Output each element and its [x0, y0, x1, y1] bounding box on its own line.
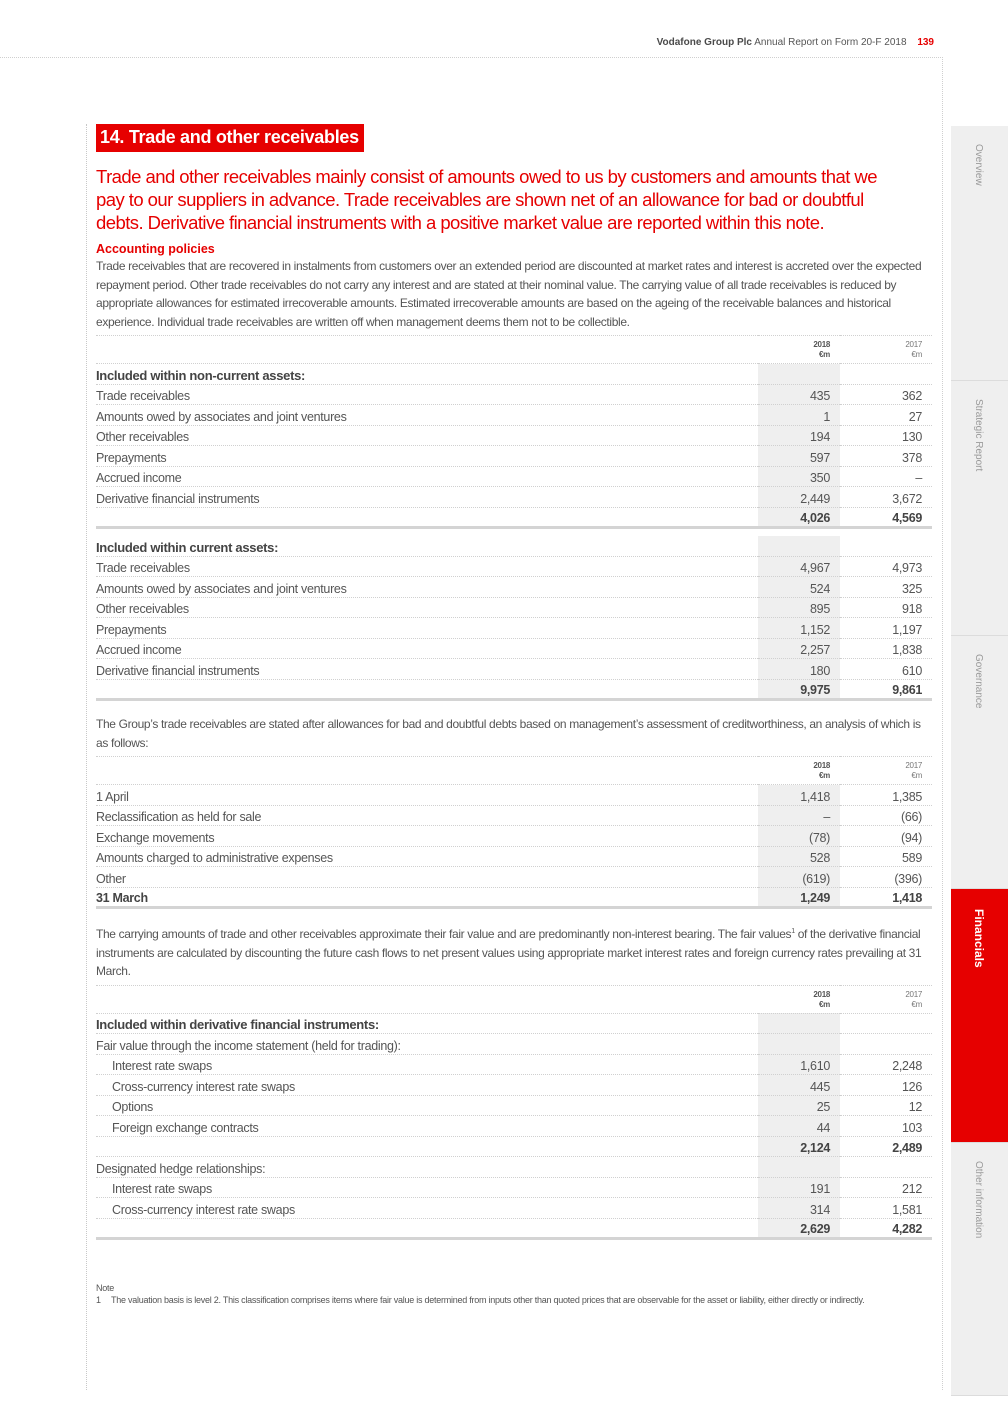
report-title: Annual Report on Form 20-F 2018 [754, 37, 907, 48]
column-header-2018: 2018 €m [758, 985, 840, 1013]
footnote [96, 1294, 926, 1306]
table-section-heading: Included within non-current assets: [96, 364, 932, 385]
table-total-row: 2,629 4,282 [96, 1218, 932, 1239]
column-header-2017: 2017 €m [840, 985, 932, 1013]
table-row: Cross-currency interest rate swaps 445 126 [96, 1075, 932, 1096]
table-row: Exchange movements (78) (94) [96, 826, 932, 847]
footnotes [96, 1282, 926, 1306]
table-total-row: 31 March 1,249 1,418 [96, 887, 932, 908]
table-row: Amounts owed by associates and joint ventures 524 325 [96, 577, 932, 598]
accounting-policies-text: Trade receivables that are recovered in instalments from customers over an extended period are discounted at market rates and interest is accreted over the expected repayment period. Other trade receivables do not carry any interest and are stated at their nominal value. The carrying value of all trade receivables is reduced by appropriate allowances for estimated irrecoverable amounts. Estimated irrecoverable amounts are based on the ageing of the receivable balances and historical experience. Individual trade receivables are written off when management deems them not to be collectible. [96, 259, 922, 329]
accounting-policies-heading: Accounting policies [96, 242, 215, 256]
tab-label: Other information [973, 1161, 984, 1239]
table-row: Interest rate swaps 191 212 [96, 1177, 932, 1198]
footnote-number: 1 [96, 1295, 101, 1305]
table-row: Derivative financial instruments 180 610 [96, 659, 932, 680]
table-section-heading: Included within derivative financial instruments: [96, 1013, 932, 1034]
column-header-2018: 2018 €m [758, 336, 840, 364]
tab-label: Governance [973, 654, 984, 709]
note-heading: Note [96, 1283, 115, 1293]
section-title: 14. Trade and other receivables [96, 124, 364, 152]
table-subheading-row: Fair value through the income statement (held for trading): [96, 1034, 932, 1055]
table-row: Trade receivables 4,967 4,973 [96, 556, 932, 577]
table-row: Foreign exchange contracts 44 103 [96, 1116, 932, 1137]
section-nav-tabs [951, 126, 1008, 1396]
table-total-row: 4,026 4,569 [96, 507, 932, 528]
running-header [657, 37, 934, 48]
note-content [96, 124, 932, 1240]
fair-value-text: The carrying amounts of trade and other receivables approximate their fair value and are predominantly non-interest bearing. The fair values$^1$ of the derivative financial instruments are calculated by discounting the future cash flows to net present values using appropriate market interest rates and foreign currency rates prevailing at 31 March. [96, 927, 922, 978]
table-row: Prepayments 1,152 1,197 [96, 618, 932, 639]
derivatives-table [96, 985, 932, 1241]
table-row: Accrued income 350 – [96, 466, 932, 487]
table-row: Other receivables 194 130 [96, 425, 932, 446]
receivables-table [96, 335, 932, 701]
tab-label: Overview [973, 144, 984, 186]
section-intro: Trade and other receivables mainly consist of amounts owed to us by customers and amounts that we pay to our suppliers in advance. Trade receivables are shown net of an allowance for bad or doubtful debts. Derivative financial instruments with a positive market value are reported within this note. [96, 166, 877, 233]
table-row: Accrued income 2,257 1,838 [96, 638, 932, 659]
column-header-2017: 2017 €m [840, 336, 932, 364]
table-row: Cross-currency interest rate swaps 314 1,581 [96, 1198, 932, 1219]
table-row: Amounts charged to administrative expenses 528 589 [96, 846, 932, 867]
table-total-row: 9,975 9,861 [96, 679, 932, 700]
tab-governance[interactable] [951, 636, 1008, 889]
table-row: Amounts owed by associates and joint ventures 1 27 [96, 405, 932, 426]
table-row: Prepayments 597 378 [96, 446, 932, 467]
footnote-ref: 1 [791, 928, 795, 935]
table-subheading-row: Designated hedge relationships: [96, 1157, 932, 1178]
tab-label: Strategic Report [973, 399, 984, 472]
table-row: Other (619) (396) [96, 867, 932, 888]
tab-strategic-report[interactable] [951, 381, 1008, 636]
table-row: Options 25 12 [96, 1095, 932, 1116]
tab-financials[interactable] [951, 889, 1008, 1143]
allowance-table [96, 756, 932, 909]
table-row: Trade receivables 435 362 [96, 384, 932, 405]
column-header-2017: 2017 €m [840, 757, 932, 785]
table-row: Interest rate swaps 1,610 2,248 [96, 1054, 932, 1075]
table-section-heading: Included within current assets: [96, 536, 932, 557]
footnote-text: The valuation basis is level 2. This classification comprises items where fair value is determined from inputs other than quoted prices that are observable for the asset or liability, either directly or indirectly. [111, 1295, 865, 1305]
tab-label: Financials [972, 909, 986, 968]
allowance-intro: The Group’s trade receivables are stated after allowances for bad and doubtful debts based on management’s assessment of creditworthiness, an analysis of which is as follows: [96, 717, 921, 750]
page-frame-top-rule [0, 57, 943, 58]
table-row: Reclassification as held for sale – (66) [96, 805, 932, 826]
column-header-row [96, 757, 932, 785]
page-frame-right-rule [942, 57, 943, 1390]
table-subtotal-row: 2,124 2,489 [96, 1136, 932, 1157]
company-name: Vodafone Group Plc [656, 37, 752, 48]
table-row: Other receivables 895 918 [96, 597, 932, 618]
table-row: Derivative financial instruments 2,449 3,672 [96, 487, 932, 508]
page-frame-left-rule [86, 124, 87, 1390]
page-number: 139 [917, 37, 934, 48]
tab-overview[interactable] [951, 126, 1008, 381]
column-header-2018: 2018 €m [758, 757, 840, 785]
tab-other-information[interactable] [951, 1143, 1008, 1396]
table-row: 1 April 1,418 1,385 [96, 785, 932, 806]
column-header-row [96, 985, 932, 1013]
column-header-row [96, 336, 932, 364]
